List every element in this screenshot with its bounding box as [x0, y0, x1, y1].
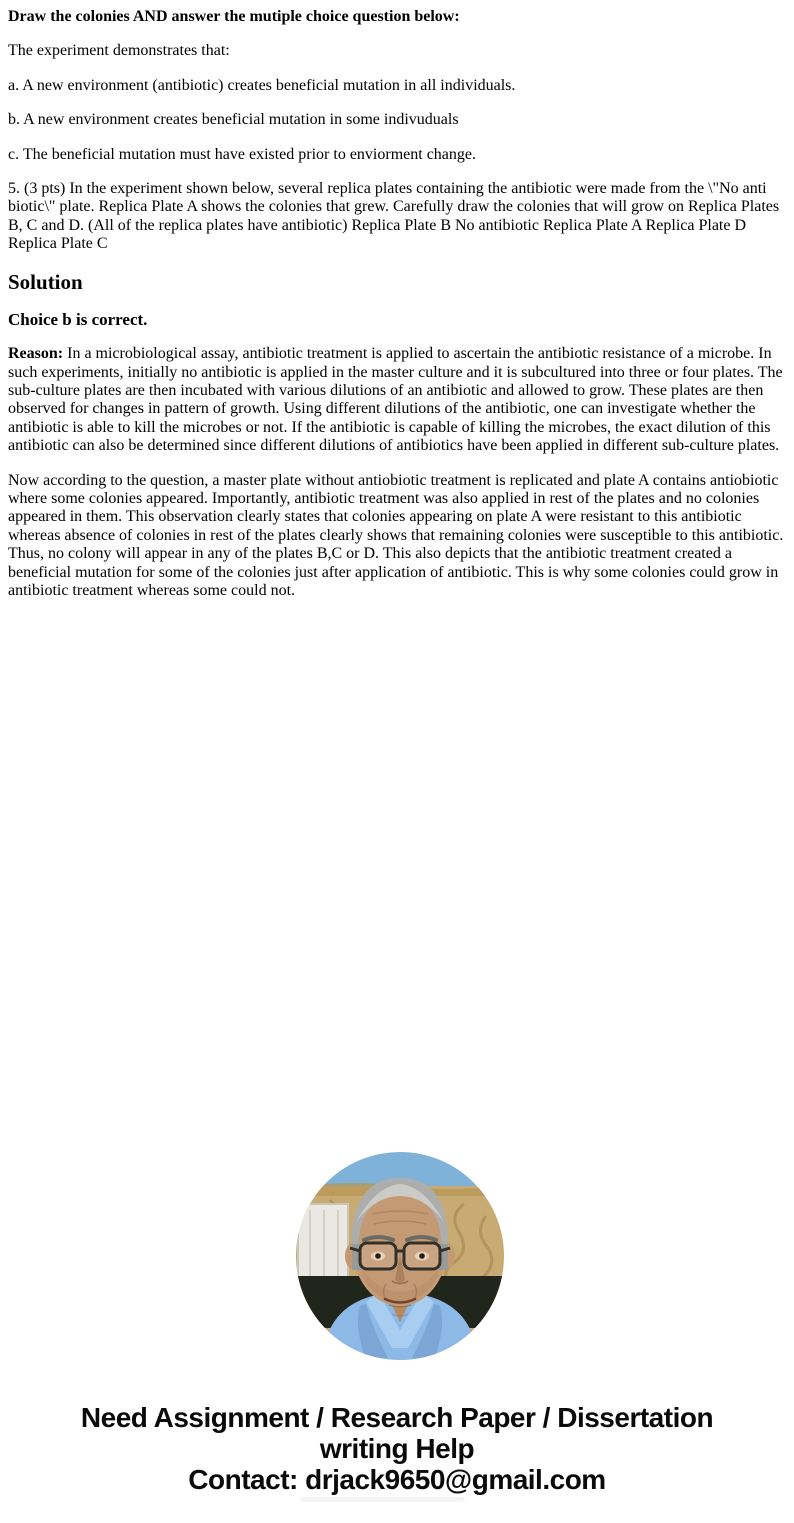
reason-body: In a microbiological assay, antibiotic treatment is applied to ascertain the antibiotic resistance of a microbe. In such experiments, initially no antibiotic is applied in the master culture and it is subcultured into three or four plates. The sub-culture plates are then incubated with various dilutions of an antibiotic and allowed to grow. These plates are then observed for changes in pattern of growth. Using different dilutions of the antibiotic, one can investigate whether the antibiotic is able to kill the microbes or not. If the antibiotic is capable of killing the microbes, the exact dilution of this antibiotic can also be determined since different dilutions of antibiotics have been applied in different sub-culture plates.	[8, 345, 783, 455]
document-body	[8, 8, 786, 616]
reason-paragraph	[8, 345, 786, 455]
reason-label: Reason:	[8, 345, 64, 363]
footer-line-1: Need Assignment / Research Paper / Dissertation	[80, 1402, 714, 1433]
question-text: 5. (3 pts) In the experiment shown below, several replica plates containing the antibiotic were made from the \"No anti biotic\" plate. Replica Plate A shows the colonies that grew. Carefully draw the colonies that will grow on Replica Plates B, C and D. (All of the replica plates have antibiotic) Replica Plate B No antibiotic Replica Plate A Replica Plate D Replica Plate C	[8, 179, 780, 253]
intro-text: The experiment demonstrates that:	[8, 42, 230, 60]
promo-footer	[0, 1402, 794, 1495]
footer-line-2: writing Help	[319, 1433, 475, 1464]
prompt-heading: Draw the colonies AND answer the mutiple choice question below:	[8, 8, 460, 25]
verdict-text: Choice b is correct.	[8, 309, 148, 329]
choice-b: b. A new environment creates beneficial mutation in some indivuduals	[8, 111, 459, 129]
choice-c: c. The beneficial mutation must have existed prior to enviorment change.	[8, 145, 476, 163]
tutor-portrait-photo-icon	[296, 1152, 504, 1360]
solution-heading: Solution	[8, 269, 83, 294]
footer-contact-email: Contact: drjack9650@gmail.com	[188, 1464, 606, 1495]
choice-a: a. A new environment (antibiotic) creates beneficial mutation in all individuals.	[8, 76, 516, 94]
discussion-paragraph: Now according to the question, a master plate without antiobiotic treatment is replicated and plate A contains antiobiotic where some colonies appeared. Importantly, antibiotic treatment was also applied in rest of the plates and no colonies appeared in them. This observation clearly states that colonies appearing on plate A were resistant to this antibiotic whereas absence of colonies in rest of the plates clearly shows that remaining colonies were susceptible to this antibiotic. Thus, no colony will appear in any of the plates B,C or D. This also depicts that the antibiotic treatment created a beneficial mutation for some of the colonies just after application of antibiotic. This is why some colonies could grow in antibiotic treatment whereas some could not.	[8, 471, 784, 599]
tutor-avatar	[296, 1152, 504, 1360]
faded-watermark-band	[300, 1497, 465, 1502]
